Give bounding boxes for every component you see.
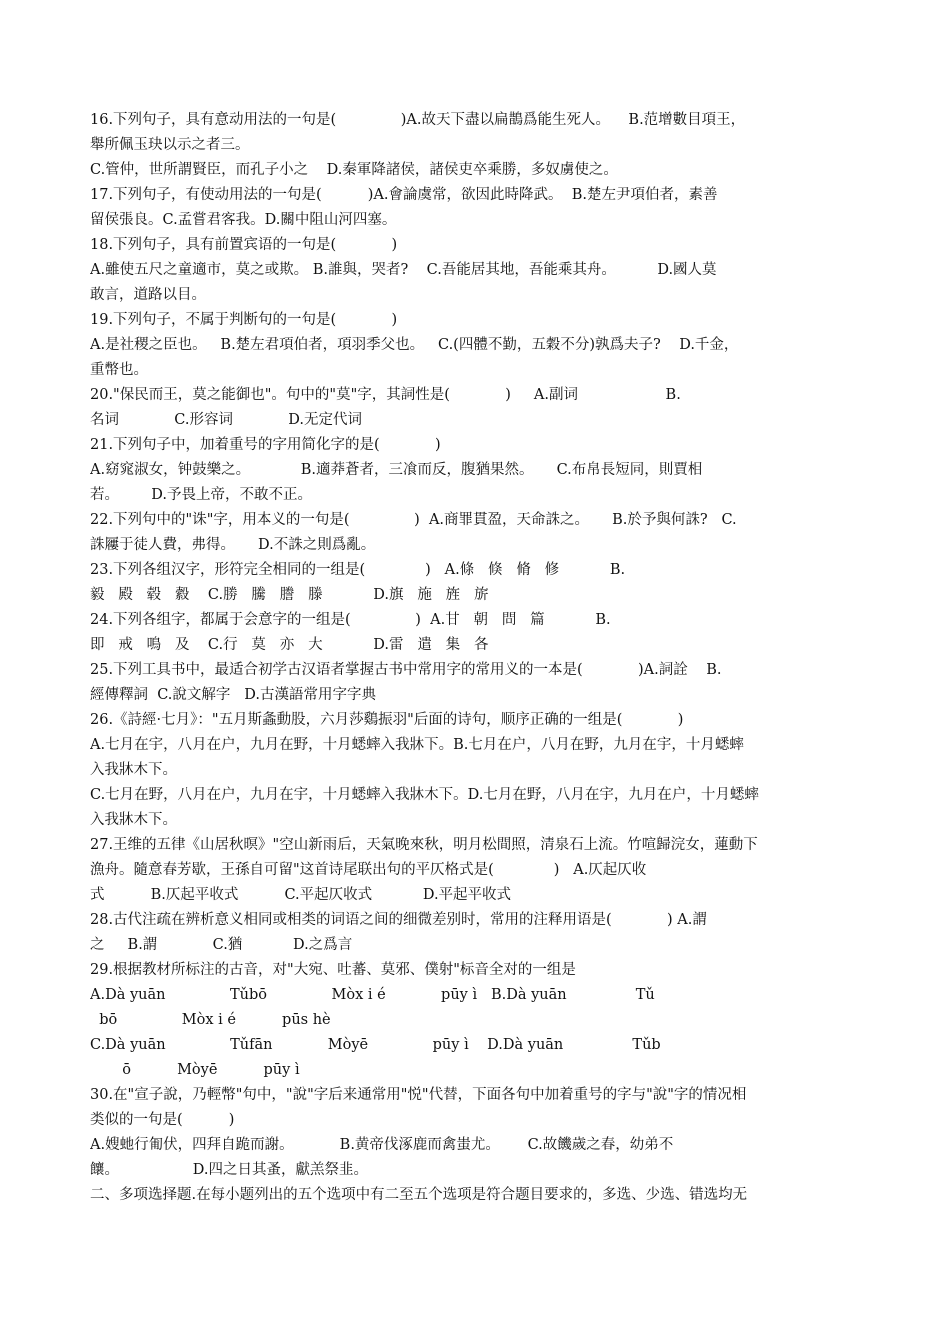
text-line: 27.王维的五律《山居秋暝》"空山新雨后，天氣晚來秋，明月松間照，清泉石上流。竹喧歸浣女，蓮動下: [90, 837, 758, 853]
text-line: 25.下列工具书中，最适合初学古汉语者掌握古书中常用字的常用义的一本是( )A.詞詮 B.: [90, 662, 722, 678]
text-line: A.窈窕淑女，钟鼓樂之。 B.適莽蒼者，三飡而反，腹猶果然。 C.布帛長短同，則賈相: [90, 462, 703, 478]
text-line: 16.下列句子，具有意动用法的一句是( )A.故天下盡以扁鵲爲能生死人。 B.范增數目項王，: [90, 112, 746, 128]
text-line: 23.下列各组汉字，形符完全相同的一组是( ) A.條 倏 脩 修 B.: [90, 562, 626, 578]
text-line: 即 戒 鳴 及 C.行 莫 亦 大 D.雷 遣 集 各: [90, 637, 489, 653]
text-line: 饟。 D.四之日其蚤，獻羔祭韭。: [90, 1162, 368, 1178]
text-line: bō Mòx i é pūs hè: [90, 1012, 331, 1028]
text-line: ō Mòyē pūy ì: [90, 1062, 300, 1078]
text-line: A.Dà yuān Tǔbō Mòx i é pūy ì B.Dà yuān Tǔ: [90, 987, 655, 1003]
document-page: [90, 108, 860, 1208]
text-line: 毅 殿 毂 縠 C.勝 騰 謄 滕 D.旗 施 旌 旂: [90, 587, 489, 603]
text-line: 重幣也。: [90, 362, 148, 378]
text-line: C.七月在野，八月在户，九月在宇，十月蟋蟀入我牀木下。D.七月在野，八月在宇，九月在户，十月蟋蟀: [90, 787, 759, 803]
text-line: 22.下列句中的"诛"字，用本义的一句是( ) A.商罪貫盈，天命誅之。 B.於予與何誅? C.: [90, 512, 737, 528]
text-line: 式 B.仄起平收式 C.平起仄收式 D.平起平收式: [90, 887, 512, 903]
text-line: 二、多项选择题.在每小题列出的五个选项中有二至五个选项是符合题目要求的，多选、少选、错选均无: [90, 1187, 748, 1203]
text-line: 20."保民而王，莫之能御也"。句中的"莫"字，其詞性是( ) A.副词 B.: [90, 387, 681, 403]
text-line: 29.根据教材所标注的古音，对"大宛、吐蕃、莫邪、僕射"标音全对的一组是: [90, 962, 576, 978]
text-line: 若。 D.予畏上帝，不敢不正。: [90, 487, 312, 503]
text-line: 誅屨于徒人費，弗得。 D.不誅之則爲亂。: [90, 537, 376, 553]
text-line: 19.下列句子，不属于判断句的一句是( ): [90, 312, 398, 328]
text-line: 舉所佩玉玦以示之者三。: [90, 137, 250, 153]
text-line: 漁舟。隨意春芳歇，王孫自可留"这首诗尾联出句的平仄格式是( ) A.仄起仄收: [90, 862, 647, 878]
text-line: 26.《詩經·七月》："五月斯螽動股，六月莎鷄振羽"后面的诗句，顺序正确的一组是( ): [90, 712, 684, 728]
text-line: 名词 C.形容词 D.无定代词: [90, 412, 363, 428]
text-line: 类似的一句是( ): [90, 1112, 235, 1128]
text-line: 之 B.謂 C.猶 D.之爲言: [90, 937, 353, 953]
text-line: 留侯張良。C.孟嘗君客我。D.關中阻山河四塞。: [90, 212, 397, 228]
text-line: 24.下列各组字，都属于会意字的一组是( ) A.甘 朝 問 篇 B.: [90, 612, 611, 628]
text-line: A.嫂虵行匍伏，四拜自跪而謝。 B.黄帝伐涿鹿而禽蚩尤。 C.故饑歲之春，幼弟不: [90, 1137, 674, 1153]
text-line: A.是社稷之臣也。 B.楚左君項伯者，項羽季父也。 C.(四體不勤，五穀不分)孰爲夫子? D.千金，: [90, 337, 739, 353]
text-line: 30.在"宣子說，乃輕幣"句中，"說"字后来通常用"悦"代替，下面各句中加着重号的字与"說"字的情况相: [90, 1087, 747, 1103]
text-line: 敢言，道路以目。: [90, 287, 206, 303]
text-line: 17.下列句子，有使动用法的一句是( )A.會論虞常，欲因此時降武。 B.楚左尹項伯者，素善: [90, 187, 718, 203]
text-line: 18.下列句子，具有前置宾语的一句是( ): [90, 237, 398, 253]
text-line: A.七月在宇，八月在户，九月在野，十月蟋蟀入我牀下。B.七月在户，八月在野，九月在宇，十月蟋蟀: [90, 737, 744, 753]
text-line: 入我牀木下。: [90, 762, 177, 778]
text-line: A.雖使五尺之童適市，莫之或欺。 B.誰與，哭者? C.吾能居其地，吾能乘其舟。 D.國人莫: [90, 262, 717, 278]
text-line: 經傳釋詞 C.說文解字 D.古漢語常用字字典: [90, 687, 376, 703]
text-line: C.管仲，世所謂賢臣，而孔子小之 D.秦軍降諸侯，諸侯吏卒乘勝，多奴虜使之。: [90, 162, 618, 178]
text-line: C.Dà yuān Tǔfān Mòyē pūy ì D.Dà yuān Tǔb: [90, 1037, 661, 1053]
text-line: 28.古代注疏在辨析意义相同或相类的词语之间的细微差别时，常用的注释用语是( ) A.謂: [90, 912, 707, 928]
text-line: 入我牀木下。: [90, 812, 177, 828]
text-line: 21.下列句子中，加着重号的字用简化字的是( ): [90, 437, 441, 453]
